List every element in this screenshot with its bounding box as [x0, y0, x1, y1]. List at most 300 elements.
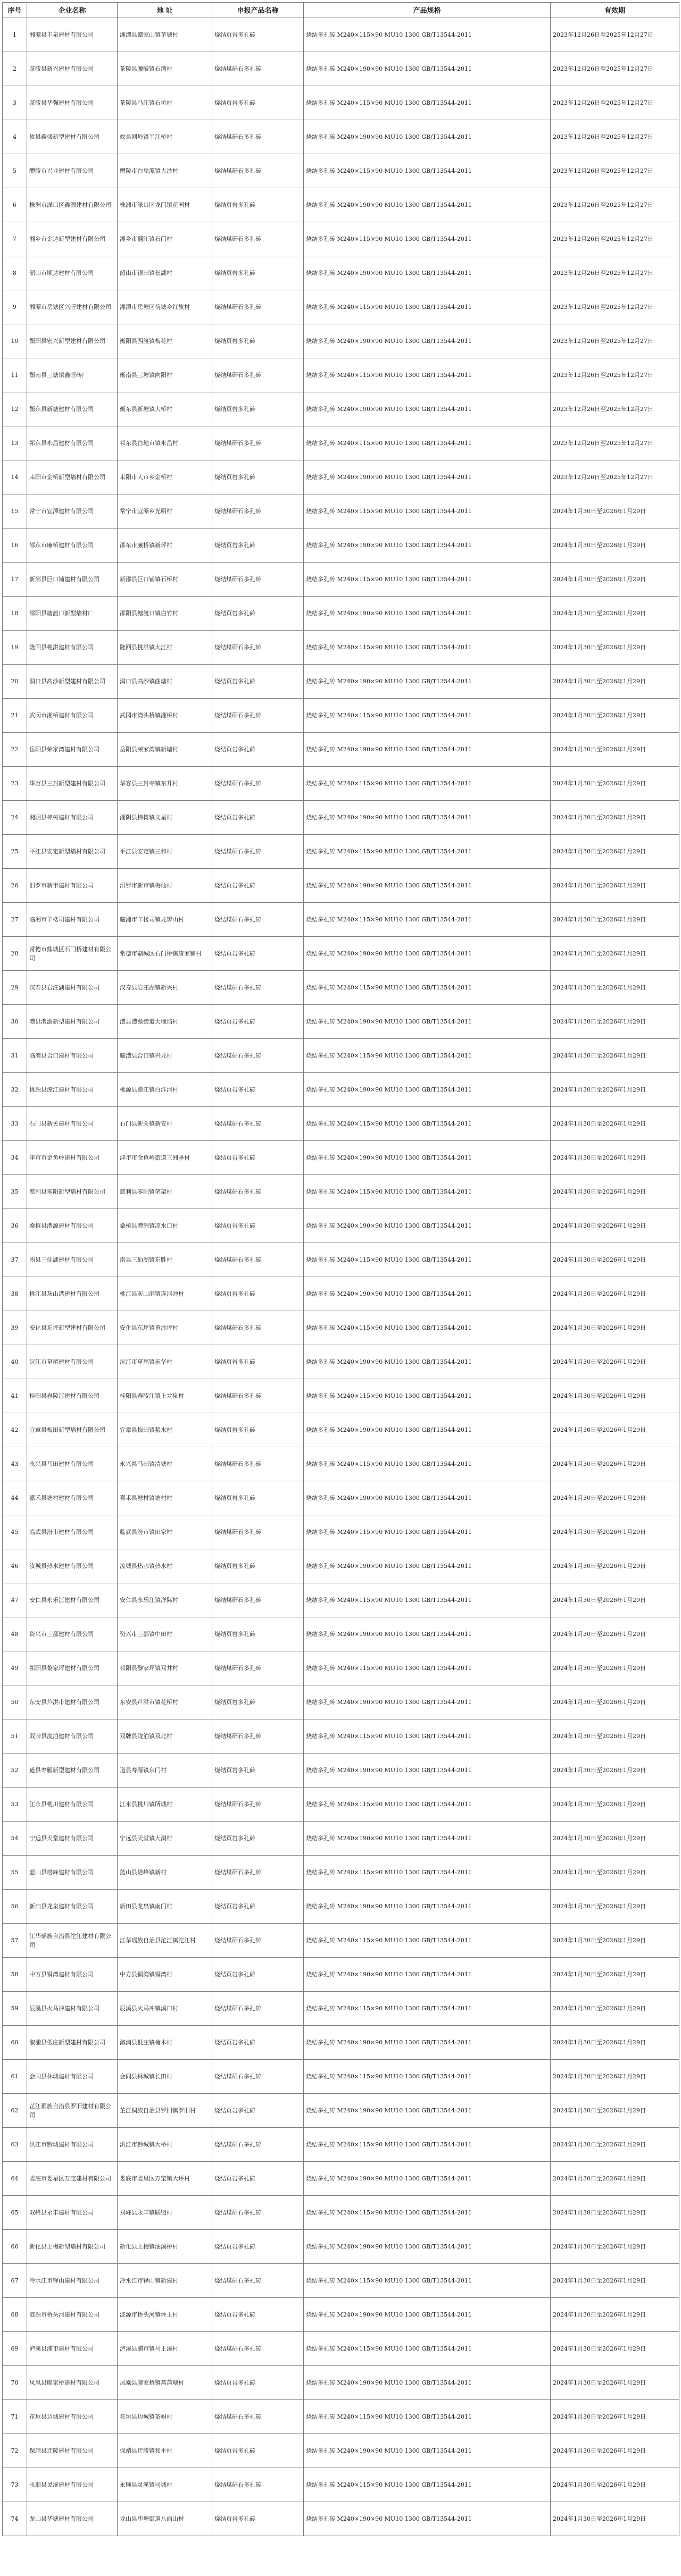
row-number: 22 — [3, 733, 27, 767]
row-number: 31 — [3, 1039, 27, 1073]
company-name: 汨罗市新市建材有限公司 — [27, 869, 118, 903]
product-name: 烧结页岩多孔砖 — [212, 1753, 304, 1788]
company-name: 安化县东坪新型建材有限公司 — [27, 1311, 118, 1345]
validity-period: 2024年1月30日至2026年1月29日 — [551, 1039, 679, 1073]
product-name: 烧结页岩多孔砖 — [212, 1890, 304, 1924]
row-number: 13 — [3, 426, 27, 460]
product-name: 烧结煤矸石多孔砖 — [212, 563, 304, 597]
company-name: 衡东县新塘建材有限公司 — [27, 392, 118, 426]
table-row — [3, 290, 679, 324]
validity-period: 2023年12月26日至2025年12月27日 — [551, 324, 679, 358]
product-spec: 烧结多孔砖 M240×115×90 MU10 1300 GB/T13544-2011 — [304, 2060, 551, 2094]
company-address: 衡阳县西渡镇梅花村 — [118, 324, 212, 358]
table-row — [3, 1311, 679, 1345]
product-spec: 烧结多孔砖 M240×115×90 MU10 1300 GB/T13544-2011 — [304, 767, 551, 801]
company-name: 双牌县泷泊建材有限公司 — [27, 1719, 118, 1753]
company-address: 江永县桃川镇所城村 — [118, 1788, 212, 1822]
company-name: 嘉禾县塘村建材有限公司 — [27, 1481, 118, 1515]
company-name: 中方县铜湾建材有限公司 — [27, 1958, 118, 1992]
company-address: 衡南县三塘镇向阳村 — [118, 358, 212, 392]
company-address: 津市市金鱼岭街道三洲驿村 — [118, 1141, 212, 1175]
validity-period: 2024年1月30日至2026年1月29日 — [551, 2060, 679, 2094]
validity-period: 2023年12月26日至2025年12月27日 — [551, 86, 679, 120]
row-number: 28 — [3, 937, 27, 971]
table-row — [3, 2434, 679, 2468]
row-number: 48 — [3, 1617, 27, 1651]
validity-period: 2024年1月30日至2026年1月29日 — [551, 2230, 679, 2264]
product-spec: 烧结多孔砖 M240×115×90 MU10 1300 GB/T13544-2011 — [304, 1924, 551, 1958]
company-address: 泸溪县浦市镇马王溪村 — [118, 2332, 212, 2366]
row-number: 36 — [3, 1209, 27, 1243]
product-name: 烧结页岩多孔砖 — [212, 1141, 304, 1175]
product-spec: 烧结多孔砖 M240×190×90 MU10 1300 GB/T13544-2011 — [304, 528, 551, 563]
product-name: 烧结页岩多孔砖 — [212, 1549, 304, 1583]
company-address: 澧县澧澹街道大堰垱村 — [118, 1005, 212, 1039]
product-spec: 烧结多孔砖 M240×190×90 MU10 1300 GB/T13544-2011 — [304, 1822, 551, 1856]
company-address: 宜章县梅田镇浆水村 — [118, 1413, 212, 1447]
product-spec: 烧结多孔砖 M240×190×90 MU10 1300 GB/T13544-2011 — [304, 1209, 551, 1243]
company-address: 龙山县华塘街道八面山村 — [118, 2502, 212, 2536]
table-row — [3, 1243, 679, 1277]
row-number: 42 — [3, 1413, 27, 1447]
product-spec: 烧结多孔砖 M240×115×90 MU10 1300 GB/T13544-2011 — [304, 290, 551, 324]
company-name: 桑植县澧源建材有限公司 — [27, 1209, 118, 1243]
row-number: 49 — [3, 1651, 27, 1685]
company-address: 南县三仙湖镇东胜村 — [118, 1243, 212, 1277]
row-number: 1 — [3, 18, 27, 52]
company-name: 辰溪县火马冲建材有限公司 — [27, 1992, 118, 2026]
validity-period: 2024年1月30日至2026年1月29日 — [551, 1719, 679, 1753]
company-address: 韶山市银田镇长湖村 — [118, 256, 212, 290]
company-address: 衡东县新塘镇大桥村 — [118, 392, 212, 426]
validity-period: 2024年1月30日至2026年1月29日 — [551, 2264, 679, 2298]
product-name: 烧结煤矸石多孔砖 — [212, 1447, 304, 1481]
product-spec: 烧结多孔砖 M240×190×90 MU10 1300 GB/T13544-2011 — [304, 1958, 551, 1992]
company-address: 祁阳县黎家坪镇双井村 — [118, 1651, 212, 1685]
product-spec: 烧结多孔砖 M240×190×90 MU10 1300 GB/T13544-2011 — [304, 665, 551, 699]
company-address: 保靖县迁陵镇和平村 — [118, 2434, 212, 2468]
validity-period: 2024年1月30日至2026年1月29日 — [551, 1379, 679, 1413]
company-address: 道县寿雁镇东门村 — [118, 1753, 212, 1788]
validity-period: 2023年12月26日至2025年12月27日 — [551, 358, 679, 392]
company-address: 桃源县漳江镇白洋河村 — [118, 1073, 212, 1107]
table-row — [3, 52, 679, 86]
company-address: 洞口县高沙镇曲塘村 — [118, 665, 212, 699]
validity-period: 2024年1月30日至2026年1月29日 — [551, 835, 679, 869]
validity-period: 2024年1月30日至2026年1月29日 — [551, 869, 679, 903]
company-name: 新田县龙泉建材有限公司 — [27, 1890, 118, 1924]
row-number: 50 — [3, 1685, 27, 1719]
table-row — [3, 2060, 679, 2094]
validity-period: 2024年1月30日至2026年1月29日 — [551, 494, 679, 528]
company-name: 临武县汾市建材有限公司 — [27, 1515, 118, 1549]
row-number: 24 — [3, 801, 27, 835]
validity-period: 2024年1月30日至2026年1月29日 — [551, 1107, 679, 1141]
header-product: 申报产品名称 — [212, 3, 304, 18]
table-row — [3, 2026, 679, 2060]
table-row — [3, 733, 679, 767]
company-name: 临澧县合口建材有限公司 — [27, 1039, 118, 1073]
product-spec: 烧结多孔砖 M240×190×90 MU10 1300 GB/T13544-2011 — [304, 52, 551, 86]
company-name: 桂阳县舂陵江建材有限公司 — [27, 1379, 118, 1413]
row-number: 9 — [3, 290, 27, 324]
product-name: 烧结煤矸石多孔砖 — [212, 1379, 304, 1413]
product-name: 烧结页岩多孔砖 — [212, 1481, 304, 1515]
row-number: 33 — [3, 1107, 27, 1141]
table-row — [3, 2128, 679, 2162]
validity-period: 2023年12月26日至2025年12月27日 — [551, 154, 679, 188]
product-spec: 烧结多孔砖 M240×190×90 MU10 1300 GB/T13544-2011 — [304, 460, 551, 494]
company-address: 双峰县永丰镇联盟村 — [118, 2196, 212, 2230]
company-name: 蓝山县塔峰建材有限公司 — [27, 1856, 118, 1890]
company-address: 汉寿县岩汪湖镇新兴村 — [118, 971, 212, 1005]
company-address: 会同县林城镇长田村 — [118, 2060, 212, 2094]
product-name: 烧结页岩多孔砖 — [212, 256, 304, 290]
company-address: 茶陵县马江镇石坑村 — [118, 86, 212, 120]
table-row — [3, 324, 679, 358]
table-row — [3, 869, 679, 903]
product-name: 烧结页岩多孔砖 — [212, 18, 304, 52]
company-name: 衡阳县宏兴新型建材有限公司 — [27, 324, 118, 358]
validity-period: 2024年1月30日至2026年1月29日 — [551, 2196, 679, 2230]
validity-period: 2024年1月30日至2026年1月29日 — [551, 2502, 679, 2536]
product-name: 烧结煤矸石多孔砖 — [212, 52, 304, 86]
validity-period: 2024年1月30日至2026年1月29日 — [551, 971, 679, 1005]
table-row — [3, 2366, 679, 2400]
product-spec: 烧结多孔砖 M240×115×90 MU10 1300 GB/T13544-2011 — [304, 1379, 551, 1413]
product-spec: 烧结多孔砖 M240×115×90 MU10 1300 GB/T13544-2011 — [304, 2264, 551, 2298]
table-row — [3, 1992, 679, 2026]
company-address: 冷水江市铎山镇新建村 — [118, 2264, 212, 2298]
table-row — [3, 1277, 679, 1311]
product-name: 烧结页岩多孔砖 — [212, 392, 304, 426]
table-row — [3, 18, 679, 52]
row-number: 72 — [3, 2434, 27, 2468]
company-address: 华容县三封寺镇东升村 — [118, 767, 212, 801]
company-name: 湘潭县丰泉建材有限公司 — [27, 18, 118, 52]
row-number: 52 — [3, 1753, 27, 1788]
row-number: 46 — [3, 1549, 27, 1583]
validity-period: 2024年1月30日至2026年1月29日 — [551, 631, 679, 665]
row-number: 40 — [3, 1345, 27, 1379]
table-row — [3, 528, 679, 563]
product-spec: 烧结多孔砖 M240×115×90 MU10 1300 GB/T13544-2011 — [304, 2128, 551, 2162]
validity-period: 2024年1月30日至2026年1月29日 — [551, 2366, 679, 2400]
table-row — [3, 1481, 679, 1515]
company-address: 凤凰县廖家桥镇菖蒲塘村 — [118, 2366, 212, 2400]
validity-period: 2023年12月26日至2025年12月27日 — [551, 120, 679, 154]
table-row — [3, 426, 679, 460]
company-address: 桃江县灰山港镇连河冲村 — [118, 1277, 212, 1311]
document-page — [2, 2, 679, 2536]
company-name: 泸溪县浦市建材有限公司 — [27, 2332, 118, 2366]
company-address: 涟源市桥头河镇坪上村 — [118, 2298, 212, 2332]
product-spec: 烧结多孔砖 M240×190×90 MU10 1300 GB/T13544-2011 — [304, 1413, 551, 1447]
header-address: 地 址 — [118, 3, 212, 18]
row-number: 34 — [3, 1141, 27, 1175]
company-address: 岳阳县荣家湾镇新塘村 — [118, 733, 212, 767]
validity-period: 2024年1月30日至2026年1月29日 — [551, 1243, 679, 1277]
validity-period: 2023年12月26日至2025年12月27日 — [551, 52, 679, 86]
company-name: 邵阳县塘渡口新型墙材厂 — [27, 597, 118, 631]
product-name: 烧结煤矸石多孔砖 — [212, 120, 304, 154]
product-spec: 烧结多孔砖 M240×115×90 MU10 1300 GB/T13544-2011 — [304, 358, 551, 392]
row-number: 66 — [3, 2230, 27, 2264]
product-spec: 烧结多孔砖 M240×190×90 MU10 1300 GB/T13544-2011 — [304, 2298, 551, 2332]
table-row — [3, 1856, 679, 1890]
table-row — [3, 563, 679, 597]
product-name: 烧结页岩多孔砖 — [212, 1958, 304, 1992]
validity-period: 2024年1月30日至2026年1月29日 — [551, 2298, 679, 2332]
validity-period: 2024年1月30日至2026年1月29日 — [551, 528, 679, 563]
row-number: 23 — [3, 767, 27, 801]
row-number: 59 — [3, 1992, 27, 2026]
row-number: 54 — [3, 1822, 27, 1856]
product-spec: 烧结多孔砖 M240×115×90 MU10 1300 GB/T13544-2011 — [304, 1788, 551, 1822]
product-spec: 烧结多孔砖 M240×115×90 MU10 1300 GB/T13544-2011 — [304, 1992, 551, 2026]
row-number: 55 — [3, 1856, 27, 1890]
product-spec: 烧结多孔砖 M240×115×90 MU10 1300 GB/T13544-2011 — [304, 2196, 551, 2230]
row-number: 26 — [3, 869, 27, 903]
row-number: 61 — [3, 2060, 27, 2094]
row-number: 2 — [3, 52, 27, 86]
validity-period: 2024年1月30日至2026年1月29日 — [551, 1992, 679, 2026]
table-row — [3, 2332, 679, 2366]
table-row — [3, 1788, 679, 1822]
validity-period: 2023年12月26日至2025年12月27日 — [551, 222, 679, 256]
product-spec: 烧结多孔砖 M240×115×90 MU10 1300 GB/T13544-2011 — [304, 903, 551, 937]
company-name: 湘潭市岳塘区兴旺建材有限公司 — [27, 290, 118, 324]
validity-period: 2024年1月30日至2026年1月29日 — [551, 1788, 679, 1822]
validity-period: 2024年1月30日至2026年1月29日 — [551, 1005, 679, 1039]
company-name: 宁远县天堂建材有限公司 — [27, 1822, 118, 1856]
product-spec: 烧结多孔砖 M240×115×90 MU10 1300 GB/T13544-2011 — [304, 1107, 551, 1141]
product-spec: 烧结多孔砖 M240×190×90 MU10 1300 GB/T13544-2011 — [304, 2366, 551, 2400]
company-name: 澧县澧澹新型建材有限公司 — [27, 1005, 118, 1039]
validity-period: 2024年1月30日至2026年1月29日 — [551, 903, 679, 937]
table-row — [3, 1447, 679, 1481]
table-row — [3, 2162, 679, 2196]
header-company: 企业名称 — [27, 3, 118, 18]
company-name: 洞口县高沙新型建材有限公司 — [27, 665, 118, 699]
table-row — [3, 2502, 679, 2536]
company-name: 江华瑶族自治县沱江建材有限公司 — [27, 1924, 118, 1958]
table-row — [3, 1005, 679, 1039]
product-spec: 烧结多孔砖 M240×115×90 MU10 1300 GB/T13544-2011 — [304, 1515, 551, 1549]
table-row — [3, 835, 679, 869]
row-number: 69 — [3, 2332, 27, 2366]
company-name: 衡南县三塘镇鑫旺砖厂 — [27, 358, 118, 392]
product-spec: 烧结多孔砖 M240×190×90 MU10 1300 GB/T13544-2011 — [304, 2094, 551, 2128]
product-name: 烧结煤矸石多孔砖 — [212, 835, 304, 869]
company-address: 石门县新关镇新安村 — [118, 1107, 212, 1141]
company-address: 新田县龙泉镇南门村 — [118, 1890, 212, 1924]
product-spec: 烧结多孔砖 M240×190×90 MU10 1300 GB/T13544-2011 — [304, 1073, 551, 1107]
row-number: 29 — [3, 971, 27, 1005]
product-spec: 烧结多孔砖 M240×115×90 MU10 1300 GB/T13544-2011 — [304, 2400, 551, 2434]
product-spec: 烧结多孔砖 M240×115×90 MU10 1300 GB/T13544-2011 — [304, 1311, 551, 1345]
product-spec: 烧结多孔砖 M240×190×90 MU10 1300 GB/T13544-2011 — [304, 256, 551, 290]
company-name: 桃源县漳江建材有限公司 — [27, 1073, 118, 1107]
validity-period: 2024年1月30日至2026年1月29日 — [551, 1856, 679, 1890]
product-name: 烧结煤矸石多孔砖 — [212, 2196, 304, 2230]
table-row — [3, 971, 679, 1005]
product-name: 烧结页岩多孔砖 — [212, 86, 304, 120]
validity-period: 2024年1月30日至2026年1月29日 — [551, 1617, 679, 1651]
company-name: 永顺县灵溪建材有限公司 — [27, 2468, 118, 2502]
table-body — [3, 18, 679, 2536]
company-address: 安仁县永乐江镇洋际村 — [118, 1583, 212, 1617]
company-address: 临澧县合口镇兴龙村 — [118, 1039, 212, 1073]
company-name: 常德市鼎城区石门桥建材有限公司 — [27, 937, 118, 971]
validity-period: 2024年1月30日至2026年1月29日 — [551, 665, 679, 699]
product-name: 烧结煤矸石多孔砖 — [212, 1788, 304, 1822]
row-number: 14 — [3, 460, 27, 494]
table-row — [3, 358, 679, 392]
table-row — [3, 1209, 679, 1243]
validity-period: 2024年1月30日至2026年1月29日 — [551, 1311, 679, 1345]
row-number: 19 — [3, 631, 27, 665]
product-spec: 烧结多孔砖 M240×115×90 MU10 1300 GB/T13544-2011 — [304, 2468, 551, 2502]
table-row — [3, 2468, 679, 2502]
product-name: 烧结页岩多孔砖 — [212, 869, 304, 903]
company-address: 武冈市湾头桥镇湘桥村 — [118, 699, 212, 733]
validity-period: 2024年1月30日至2026年1月29日 — [551, 1651, 679, 1685]
company-address: 醴陵市白兔潭镇大沙村 — [118, 154, 212, 188]
validity-period: 2024年1月30日至2026年1月29日 — [551, 597, 679, 631]
product-name: 烧结页岩多孔砖 — [212, 528, 304, 563]
company-name: 平江县安定新型墙材有限公司 — [27, 835, 118, 869]
company-name: 祁东县永昌建材有限公司 — [27, 426, 118, 460]
company-name: 新邵县巨口铺建材有限公司 — [27, 563, 118, 597]
table-row — [3, 392, 679, 426]
product-name: 烧结页岩多孔砖 — [212, 2026, 304, 2060]
company-address: 常德市鼎城区石门桥镇唐家铺村 — [118, 937, 212, 971]
company-name: 常宁市宜潭建材有限公司 — [27, 494, 118, 528]
table-row — [3, 801, 679, 835]
product-spec: 烧结多孔砖 M240×115×90 MU10 1300 GB/T13544-2011 — [304, 1039, 551, 1073]
table-row — [3, 1719, 679, 1753]
company-name: 保靖县迁陵建材有限公司 — [27, 2434, 118, 2468]
product-name: 烧结煤矸石多孔砖 — [212, 2060, 304, 2094]
company-name: 宜章县梅田新型墙材有限公司 — [27, 1413, 118, 1447]
row-number: 39 — [3, 1311, 27, 1345]
product-name: 烧结煤矸石多孔砖 — [212, 903, 304, 937]
company-address: 隆回县桃洪镇大江村 — [118, 631, 212, 665]
company-address: 临湘市羊楼司镇龙窖山村 — [118, 903, 212, 937]
row-number: 43 — [3, 1447, 27, 1481]
row-number: 70 — [3, 2366, 27, 2400]
company-name: 道县寿雁新型建材有限公司 — [27, 1753, 118, 1788]
product-name: 烧结页岩多孔砖 — [212, 2094, 304, 2128]
company-address: 蓝山县塔峰镇新村 — [118, 1856, 212, 1890]
company-address: 汝城县热水镇热水村 — [118, 1549, 212, 1583]
validity-period: 2023年12月26日至2025年12月27日 — [551, 426, 679, 460]
product-name: 烧结煤矸石多孔砖 — [212, 1856, 304, 1890]
product-name: 烧结煤矸石多孔砖 — [212, 1175, 304, 1209]
product-name: 烧结煤矸石多孔砖 — [212, 2400, 304, 2434]
product-name: 烧结页岩多孔砖 — [212, 937, 304, 971]
row-number: 7 — [3, 222, 27, 256]
product-name: 烧结页岩多孔砖 — [212, 1277, 304, 1311]
company-name: 祁阳县黎家坪建材有限公司 — [27, 1651, 118, 1685]
company-name: 华容县三封新型建材有限公司 — [27, 767, 118, 801]
company-address: 汨罗市新市镇梅仙村 — [118, 869, 212, 903]
validity-period: 2024年1月30日至2026年1月29日 — [551, 1175, 679, 1209]
row-number: 12 — [3, 392, 27, 426]
row-number: 3 — [3, 86, 27, 120]
company-address: 常宁市宜潭乡光明村 — [118, 494, 212, 528]
product-spec: 烧结多孔砖 M240×115×90 MU10 1300 GB/T13544-2011 — [304, 154, 551, 188]
row-number: 15 — [3, 494, 27, 528]
company-name: 资兴市三都建材有限公司 — [27, 1617, 118, 1651]
table-row — [3, 2196, 679, 2230]
product-spec: 烧结多孔砖 M240×115×90 MU10 1300 GB/T13544-2011 — [304, 699, 551, 733]
company-address: 双牌县泷泊镇双北村 — [118, 1719, 212, 1753]
company-name: 娄底市娄星区万宝建材有限公司 — [27, 2162, 118, 2196]
product-name: 烧结煤矸石多孔砖 — [212, 154, 304, 188]
company-name: 岳阳县荣家湾建材有限公司 — [27, 733, 118, 767]
product-name: 烧结页岩多孔砖 — [212, 1617, 304, 1651]
validity-period: 2024年1月30日至2026年1月29日 — [551, 1277, 679, 1311]
product-spec: 烧结多孔砖 M240×190×90 MU10 1300 GB/T13544-2011 — [304, 188, 551, 222]
product-name: 烧结页岩多孔砖 — [212, 1413, 304, 1447]
header-validity: 有效期 — [551, 3, 679, 18]
row-number: 11 — [3, 358, 27, 392]
product-spec: 烧结多孔砖 M240×115×90 MU10 1300 GB/T13544-2011 — [304, 631, 551, 665]
validity-period: 2024年1月30日至2026年1月29日 — [551, 1209, 679, 1243]
product-name: 烧结煤矸石多孔砖 — [212, 1039, 304, 1073]
row-number: 71 — [3, 2400, 27, 2434]
company-name: 芷江侗族自治县罗旧建材有限公司 — [27, 2094, 118, 2128]
product-name: 烧结煤矸石多孔砖 — [212, 426, 304, 460]
table-row — [3, 767, 679, 801]
validity-period: 2023年12月26日至2025年12月27日 — [551, 18, 679, 52]
validity-period: 2023年12月26日至2025年12月27日 — [551, 256, 679, 290]
company-address: 平江县安定镇三和村 — [118, 835, 212, 869]
company-address: 娄底市娄星区万宝镇大坪村 — [118, 2162, 212, 2196]
row-number: 16 — [3, 528, 27, 563]
row-number: 6 — [3, 188, 27, 222]
table-row — [3, 222, 679, 256]
row-number: 4 — [3, 120, 27, 154]
validity-period: 2024年1月30日至2026年1月29日 — [551, 1958, 679, 1992]
validity-period: 2024年1月30日至2026年1月29日 — [551, 2434, 679, 2468]
product-spec: 烧结多孔砖 M240×190×90 MU10 1300 GB/T13544-2011 — [304, 2502, 551, 2536]
table-row — [3, 2298, 679, 2332]
table-row — [3, 1413, 679, 1447]
table-row — [3, 597, 679, 631]
table-row — [3, 1617, 679, 1651]
table-row — [3, 1073, 679, 1107]
company-address: 宁远县天堂镇大洞村 — [118, 1822, 212, 1856]
company-name: 邵东市廉桥建材有限公司 — [27, 528, 118, 563]
product-name: 烧结煤矸石多孔砖 — [212, 631, 304, 665]
company-address: 湘潭市岳塘区荷塘乡红旗村 — [118, 290, 212, 324]
product-name: 烧结煤矸石多孔砖 — [212, 2332, 304, 2366]
company-address: 邵阳县塘渡口镇白竹村 — [118, 597, 212, 631]
row-number: 65 — [3, 2196, 27, 2230]
validity-period: 2024年1月30日至2026年1月29日 — [551, 1924, 679, 1958]
row-number: 8 — [3, 256, 27, 290]
product-spec: 烧结多孔砖 M240×190×90 MU10 1300 GB/T13544-2011 — [304, 1141, 551, 1175]
table-row — [3, 1890, 679, 1924]
table-row — [3, 2264, 679, 2298]
table-row — [3, 1107, 679, 1141]
header-no: 序号 — [3, 3, 27, 18]
company-address: 安化县东坪镇黄沙坪村 — [118, 1311, 212, 1345]
company-name: 东安县芦洪市建材有限公司 — [27, 1685, 118, 1719]
